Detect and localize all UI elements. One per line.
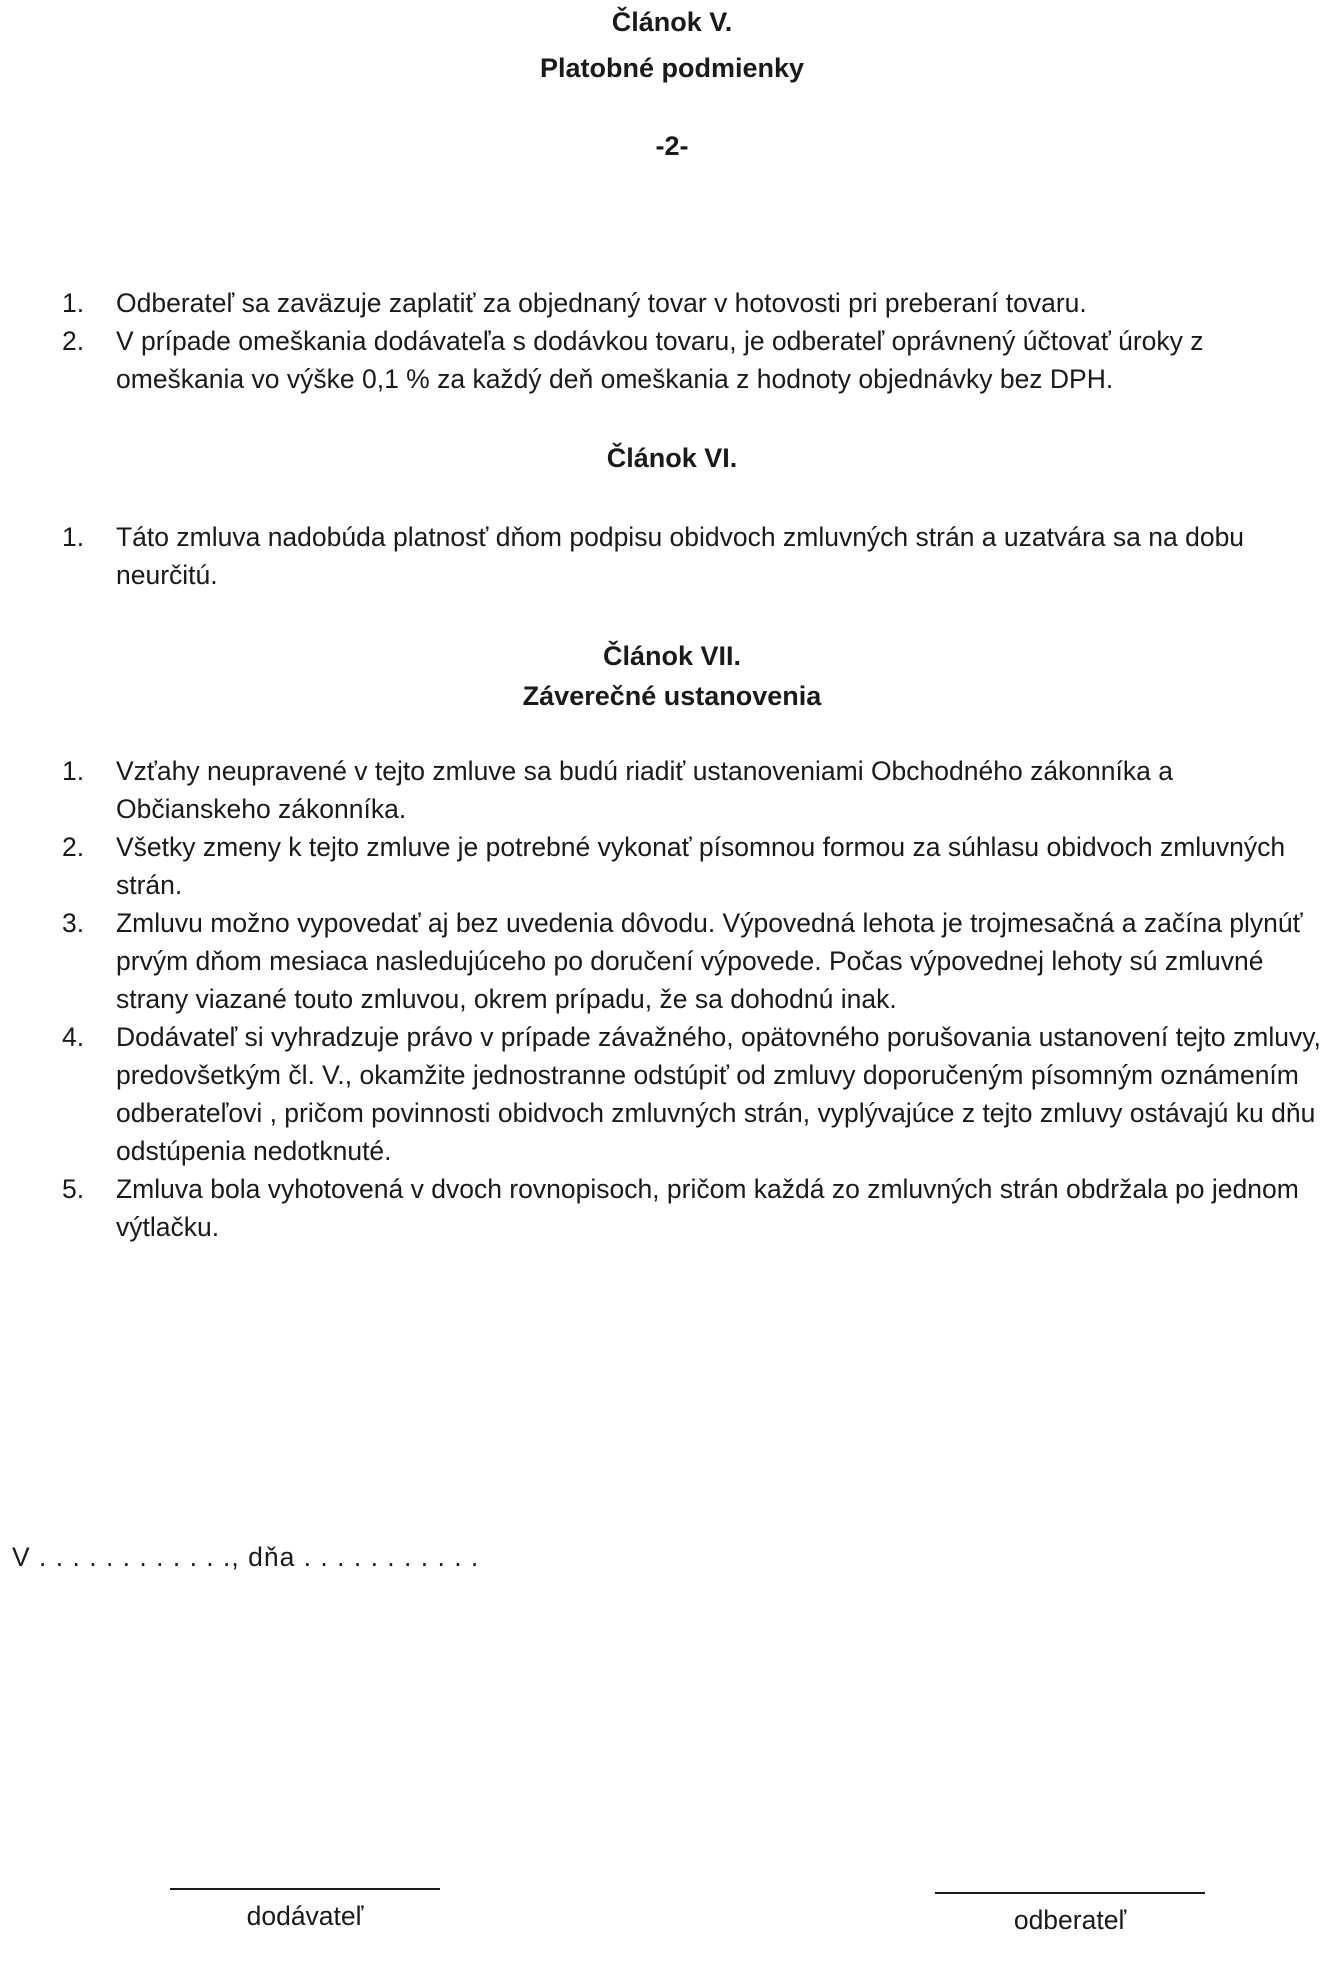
item-number: 1. xyxy=(62,522,85,552)
item-text: Odberateľ sa zaväzuje zaplatiť za objednaný tovar v hotovosti pri preberaní tovaru. xyxy=(116,288,1087,318)
article-7-item-2 xyxy=(62,828,1332,904)
supplier-label: dodávateľ xyxy=(246,1901,364,1931)
article-5-title: Článok V. xyxy=(611,7,733,37)
item-number: 5. xyxy=(62,1174,85,1204)
item-number: 3. xyxy=(62,908,85,938)
article-6-list xyxy=(62,518,1332,594)
article-5-item-1 xyxy=(62,284,1332,322)
item-text: Zmluvu možno vypovedať aj bez uvedenia dôvodu. Výpovedná lehota je trojmesačná a začína plynúť prvým dňom mesiaca nasledujúceho po doručení výpovede. Počas výpovednej lehoty sú zmluvné strany viazané touto zmluvou, okrem prípadu, že sa dohodnú inak. xyxy=(116,908,1303,1014)
article-7-item-5 xyxy=(62,1170,1332,1246)
signature-line xyxy=(935,1892,1205,1894)
item-number: 2. xyxy=(62,832,85,862)
supplier-signature xyxy=(170,1888,440,1934)
item-text: Všetky zmeny k tejto zmluve je potrebné vykonať písomnou formou za súhlasu obidvoch zmluvných strán. xyxy=(116,832,1286,900)
article-5-subtitle: Platobné podmienky xyxy=(539,53,805,83)
article-7-item-1 xyxy=(62,752,1332,828)
customer-label: odberateľ xyxy=(1013,1905,1127,1935)
signature-line xyxy=(170,1888,440,1890)
article-7-item-4 xyxy=(62,1018,1332,1170)
article-7-subtitle: Záverečné ustanovenia xyxy=(522,681,822,711)
page-marker: -2- xyxy=(655,131,689,161)
item-number: 1. xyxy=(62,756,85,786)
customer-signature xyxy=(935,1892,1205,1938)
place-date-line: V . . . . . . . . . . . ., dňa . . . . . . . . . . . xyxy=(12,1542,480,1572)
item-number: 2. xyxy=(62,326,85,356)
article-7-item-3 xyxy=(62,904,1332,1018)
item-number: 1. xyxy=(62,288,85,318)
article-5-list xyxy=(62,284,1332,398)
article-7-title: Článok VII. xyxy=(602,641,742,671)
item-number: 4. xyxy=(62,1022,85,1052)
article-7-list xyxy=(62,752,1332,1246)
article-5-item-2 xyxy=(62,322,1332,398)
item-text: Dodávateľ si vyhradzuje právo v prípade závažného, opätovného porušovania ustanovení tejto zmluvy, predovšetkým čl. V., okamžite jednostranne odstúpiť od zmluvy doporučeným písomným oznámením odberateľovi , pričom povinnosti obidvoch zmluvných strán, vyplývajúce z tejto zmluvy ostávajú ku dňu odstúpenia nedotknuté. xyxy=(116,1022,1321,1166)
article-6-title: Článok VI. xyxy=(606,443,738,473)
item-text: V prípade omeškania dodávateľa s dodávkou tovaru, je odberateľ oprávnený účtovať úroky z omeškania vo výške 0,1 % za každý deň omeškania z hodnoty objednávky bez DPH. xyxy=(116,326,1204,394)
item-text: Táto zmluva nadobúda platnosť dňom podpisu obidvoch zmluvných strán a uzatvára sa na dobu neurčitú. xyxy=(116,522,1245,590)
article-6-item-1 xyxy=(62,518,1332,594)
item-text: Vzťahy neupravené v tejto zmluve sa budú riadiť ustanoveniami Obchodného zákonníka a Občianskeho zákonníka. xyxy=(116,756,1173,824)
item-text: Zmluva bola vyhotovená v dvoch rovnopisoch, pričom každá zo zmluvných strán obdržala po jednom výtlačku. xyxy=(116,1174,1299,1242)
